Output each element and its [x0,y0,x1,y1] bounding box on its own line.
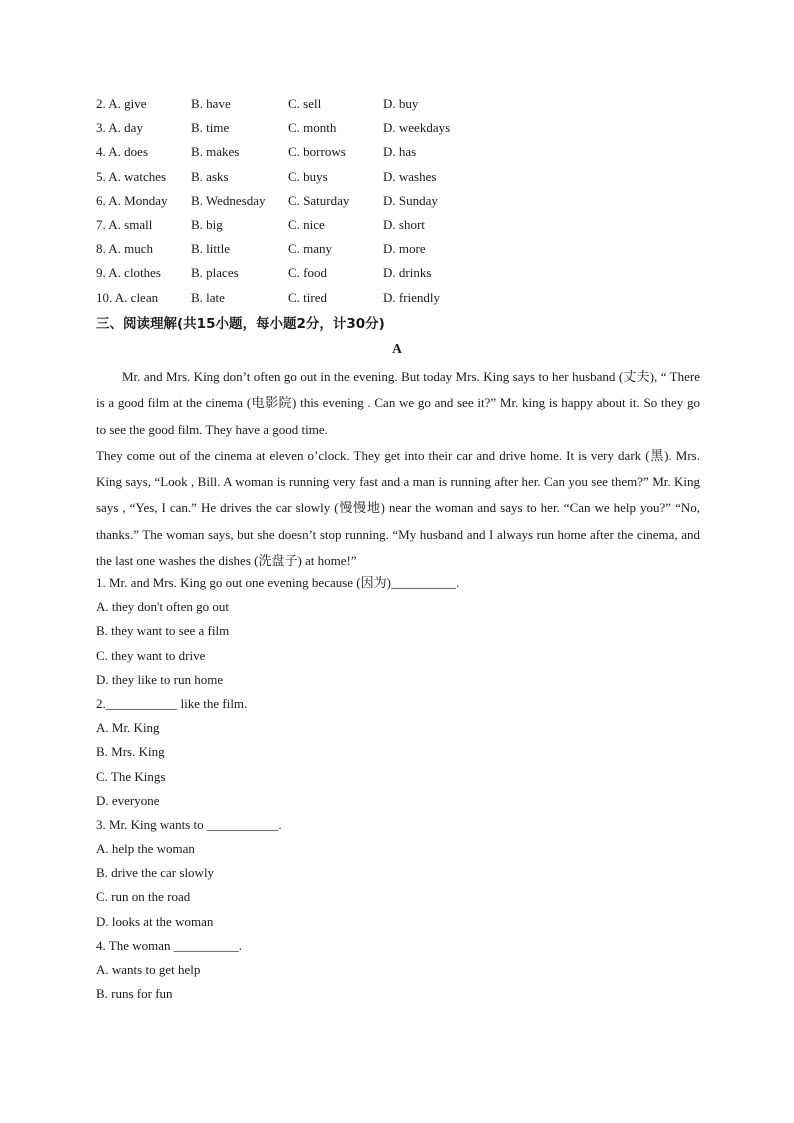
option-b: B. little [191,241,230,257]
cloze-choices [96,95,483,313]
choice-row-3 [96,119,483,143]
option-a: 5. A. watches [96,168,167,184]
answer-option: A. help the woman [96,841,195,857]
choice-row-7 [96,216,483,240]
answer-option: D. they like to run home [96,671,224,687]
option-c: C. food [288,265,327,281]
option-a: 2. A. give [96,96,147,111]
option-c: C. month [288,120,337,136]
option-a: 3. A. day [96,120,143,136]
option-b: B. time [191,120,230,136]
option-b: B. big [191,216,223,232]
option-b: B. makes [191,144,240,160]
option-a: 9. A. clothes [96,265,161,281]
option-d: D. more [383,241,426,257]
choice-row-10 [96,289,483,313]
option-d: D. weekdays [383,120,451,136]
option-d: D. buy [383,96,419,111]
option-d: D. friendly [383,289,441,305]
answer-option: A. Mr. King [96,720,160,736]
option-d: D. short [383,216,425,232]
option-b: B. asks [191,168,229,184]
option-a: 7. A. small [96,216,153,232]
choice-row-6 [96,192,483,216]
question-list [96,573,700,1008]
passage-paragraph-2: They come out of the cinema at eleven o’clock. They get into their car and drive home. It is very dark (黑). Mrs. King says, “Look , Bill. A woman is running very fast and a man is running after her. Can you see them?” Mr. King says , “Yes, I can.” He drives the car slowly (慢慢地) near the woman and says to her. “Can we help you?” “No, thanks.” The woman says, but she doesn’t stop running. “My husband and I always run home after the cinema, and the last one washes the dishes (洗盘子) at home!” [96,447,700,569]
option-b: B. places [191,265,239,281]
option-c: C. sell [288,96,322,111]
answer-option: B. runs for fun [96,986,173,1002]
option-a: 10. A. clean [96,289,159,305]
answer-option: B. Mrs. King [96,744,165,760]
answer-option: D. everyone [96,792,160,808]
option-c: C. nice [288,216,325,232]
passage-paragraph-1: Mr. and Mrs. King don’t often go out in the evening. But today Mrs. King says to her husband (丈夫), “ There is a good film at the cinema (电影院) this evening . Can we go and see it?” Mr. king is happy about it. So they go to see the good film. They have a good time. [96,369,700,437]
option-b: B. have [191,96,231,111]
option-c: C. tired [288,289,327,305]
section-heading: 三、阅读理解(共15小题，每小题2分，计30分) [96,316,385,332]
answer-option: D. looks at the woman [96,913,214,929]
option-a: 4. A. does [96,144,148,160]
answer-option: B. drive the car slowly [96,865,215,881]
answer-option: A. wants to get help [96,962,201,977]
option-d: D. Sunday [383,192,438,208]
option-c: C. borrows [288,144,346,160]
option-a: 8. A. much [96,241,154,257]
question-stem: 3. Mr. King wants to ___________. [96,816,282,832]
choice-row-4 [96,143,483,167]
option-d: D. has [383,144,417,160]
passage-letter: A [392,341,402,356]
option-d: D. drinks [383,265,432,281]
option-a: 6. A. Monday [96,192,168,208]
option-d: D. washes [383,168,437,184]
question-stem: 4. The woman __________. [96,937,242,953]
option-b: B. late [191,289,225,305]
option-c: C. buys [288,168,328,184]
reading-passage [96,364,700,574]
answer-option: C. The Kings [96,768,166,784]
option-c: C. many [288,241,333,257]
choice-row-8 [96,240,483,264]
answer-option: A. they don't often go out [96,599,230,615]
choice-row-5 [96,168,483,192]
answer-option: C. run on the road [96,889,191,905]
choice-row-2 [96,95,483,119]
option-c: C. Saturday [288,192,350,208]
choice-row-9 [96,264,483,288]
question-stem: 2.___________ like the film. [96,695,248,711]
answer-option: C. they want to drive [96,647,206,663]
question-stem: 1. Mr. and Mrs. King go out one evening because (因为)__________. [96,575,460,590]
option-b: B. Wednesday [191,192,266,208]
answer-option: B. they want to see a film [96,623,230,639]
